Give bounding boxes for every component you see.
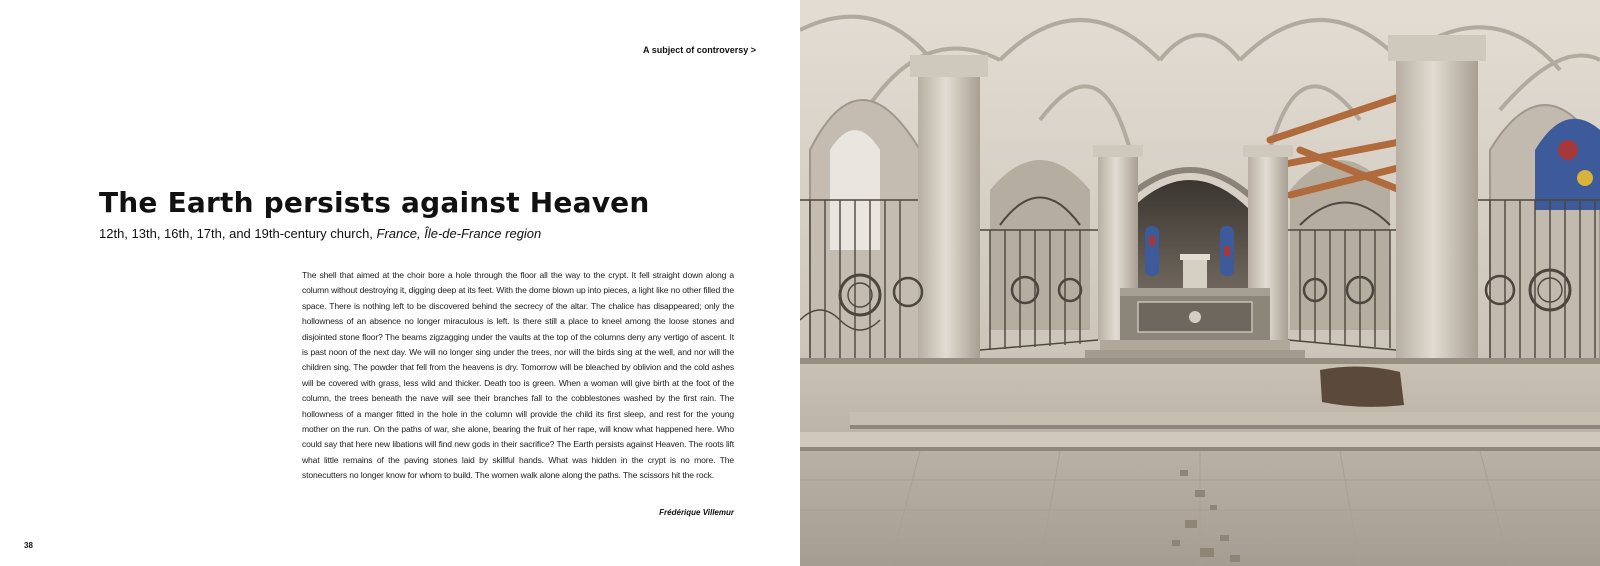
right-page [800,0,1600,566]
apse-window-left [1145,226,1159,276]
article-subtitle [99,226,541,241]
subtitle-location: France, Île-de-France region [376,226,542,241]
front-step-2 [800,432,1600,448]
subtitle-dates: 12th, 13th, 16th, 17th, and 19th-century church, [99,226,377,241]
column-left [918,60,980,380]
column-right [1396,40,1478,400]
article-author: Frédérique Villemur [659,508,734,517]
church-interior-photo [800,0,1600,566]
altar-step-1 [1100,340,1290,350]
floor-hole [1320,366,1404,406]
front-step-1 [850,412,1600,426]
tabernacle [1183,258,1207,288]
next-section-link[interactable]: A subject of controversy > [643,45,756,55]
article-body: The shell that aimed at the choir bore a hole through the floor all the way to the crypt. It fell straight down along a column without destroying it, digging deep at its feet. With the dome blown up into pieces, a light like no other filled the space. There is nothing left to be discovered behind the secrecy of the altar. The chalice has disappeared; only the hollowness of an absence no longer miraculous is left. Is there still a place to kneel among the loose stones and disjointed stone floor? The beams zigzagging under the vaults at the top of the columns deny any vertigo of ascent. It is past noon of the next day. We will no longer sing under the trees, nor will the birds sing at the well, and nor will the children sing. The powder that fell from the heavens is dry. Tomorrow will be bleached by oblivion and the cold ashes will be covered with grass, less wild and thicker. Death too is green. When a woman will give birth at the foot of the column, the trees beneath the nave will see their branches fall to the cobblestones washed by the first rain. The hollowness of a manger fitted in the hole in the column will provide the child its first sleep, and rest for the young mother on the run. On the paths of war, she alone, bearing the fruit of her rape, will know what happened here. Who could say that here new libations will find new gods in their sacrifice? The Earth persists against Heaven. The roots lift what little remains of the paving stones laid by skillful hands. What was hidden in the crypt is no more. The stonecutters no longer know for whom to build. The women walk alone along the paths. The scissors hit the rock. [302,270,734,481]
page-number: 38 [24,541,33,550]
article-title: The Earth persists against Heaven [99,186,650,219]
